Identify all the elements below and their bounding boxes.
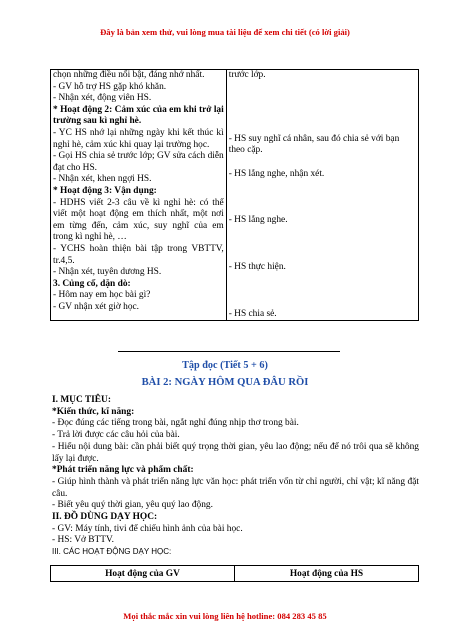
gv-line: - YC HS nhớ lại những ngày khi kết thúc kì nghỉ hè, cảm xúc khi quay lại trường học. bbox=[53, 127, 224, 150]
competency-item: - Giúp hình thành và phát triển năng lực văn học: phát triển vốn từ chỉ người, chỉ vật; kĩ năng đặt câu. bbox=[52, 476, 419, 499]
knowledge-heading: *Kiến thức, kĩ năng: bbox=[52, 406, 135, 417]
hs-line: - HS suy nghĩ cá nhân, sau đó chia sẻ với bạn theo cặp. bbox=[228, 133, 400, 156]
gv-line: - Nhận xét, khen ngợi HS. bbox=[53, 174, 152, 185]
equipment-item: - HS: Vở BTTV. bbox=[52, 535, 114, 546]
gv-line: - GV hỗ trợ HS gặp khó khăn. bbox=[53, 81, 167, 92]
gv-line: - GV nhận xét giờ học. bbox=[53, 301, 140, 312]
hotline-banner: Mọi thắc mắc xin vui lòng liên hệ hotline: 084 283 45 85 bbox=[123, 611, 327, 621]
activities-heading: III. CÁC HOẠT ĐỘNG DẠY HỌC: bbox=[52, 547, 172, 557]
gv-line: chọn những điều nổi bật, đáng nhớ nhất. bbox=[53, 70, 205, 80]
consolidation-heading: 3. Củng cố, dặn dò: bbox=[53, 278, 131, 289]
gv-line: - Hôm nay em học bài gì? bbox=[53, 290, 151, 301]
competency-heading: *Phát triển năng lực và phẩm chất: bbox=[52, 465, 194, 476]
gv-line: - HDHS viết 2-3 câu về kì nghỉ hè: có thể viết một hoạt động em thích nhất, một nơi em từng đến, cảm xúc, suy nghĩ của em trong kì nghỉ hè, … bbox=[53, 197, 224, 243]
competency-item: - Biết yêu quý thời gian, yêu quý lao động. bbox=[52, 500, 213, 511]
teacher-activity-cell bbox=[51, 70, 227, 321]
knowledge-item: - Đọc đúng các tiếng trong bài, ngắt nghỉ đúng nhịp thơ trong bài. bbox=[52, 418, 299, 429]
hs-line: - HS lắng nghe. bbox=[228, 215, 288, 226]
equipment-heading: II. ĐỒ DÙNG DẠY HỌC: bbox=[52, 512, 158, 523]
lesson-subtitle: BÀI 2: NGÀY HÔM QUA ĐÂU RỒI bbox=[141, 377, 309, 388]
knowledge-item: - Trả lời được các câu hỏi của bài. bbox=[52, 430, 180, 441]
hs-line: - HS lắng nghe, nhận xét. bbox=[228, 168, 325, 179]
activity-header-table bbox=[50, 565, 419, 582]
lesson-title: Tập đọc (Tiết 5 + 6) bbox=[182, 360, 268, 371]
column-header-gv: Hoạt động của GV bbox=[51, 566, 235, 582]
hs-line: - HS chia sẻ. bbox=[228, 308, 277, 319]
lesson-activity-table bbox=[50, 69, 419, 321]
hs-line: trước lớp. bbox=[228, 70, 266, 80]
gv-line: - YCHS hoàn thiện bài tập trong VBTTV, tr.4,5. bbox=[53, 243, 224, 266]
hs-line: - HS thực hiện. bbox=[228, 261, 286, 272]
divider bbox=[118, 351, 340, 352]
equipment-item: - GV: Máy tính, tivi để chiếu hình ảnh của bài học. bbox=[52, 523, 243, 534]
objectives-heading: I. MỤC TIÊU: bbox=[52, 395, 111, 405]
gv-line: - Gọi HS chia sẻ trước lớp; GV sửa cách diễn đạt cho HS. bbox=[53, 151, 224, 173]
table-row bbox=[51, 70, 419, 321]
gv-line: - Nhận xét, tuyên dương HS. bbox=[53, 267, 162, 278]
knowledge-item: - Hiểu nội dung bài: cần phải biết quý trọng thời gian, yêu lao động; nếu để nó trôi qua sẽ không lấy lại được. bbox=[52, 441, 419, 464]
student-activity-cell bbox=[226, 70, 418, 321]
gv-line: - Nhận xét, động viên HS. bbox=[53, 93, 152, 104]
lesson-content bbox=[52, 395, 419, 557]
activity-3-heading: * Hoạt động 3: Vận dụng: bbox=[53, 185, 157, 196]
column-header-hs: Hoạt động của HS bbox=[235, 566, 419, 582]
table-header-row bbox=[51, 566, 419, 582]
preview-banner: Đây là bản xem thử, vui lòng mua tài liệu để xem chi tiết (có lời giải) bbox=[100, 27, 350, 37]
activity-2-heading: * Hoạt động 2: Cảm xúc của em khi trở lại trường sau kì nghỉ hè. bbox=[53, 104, 224, 127]
